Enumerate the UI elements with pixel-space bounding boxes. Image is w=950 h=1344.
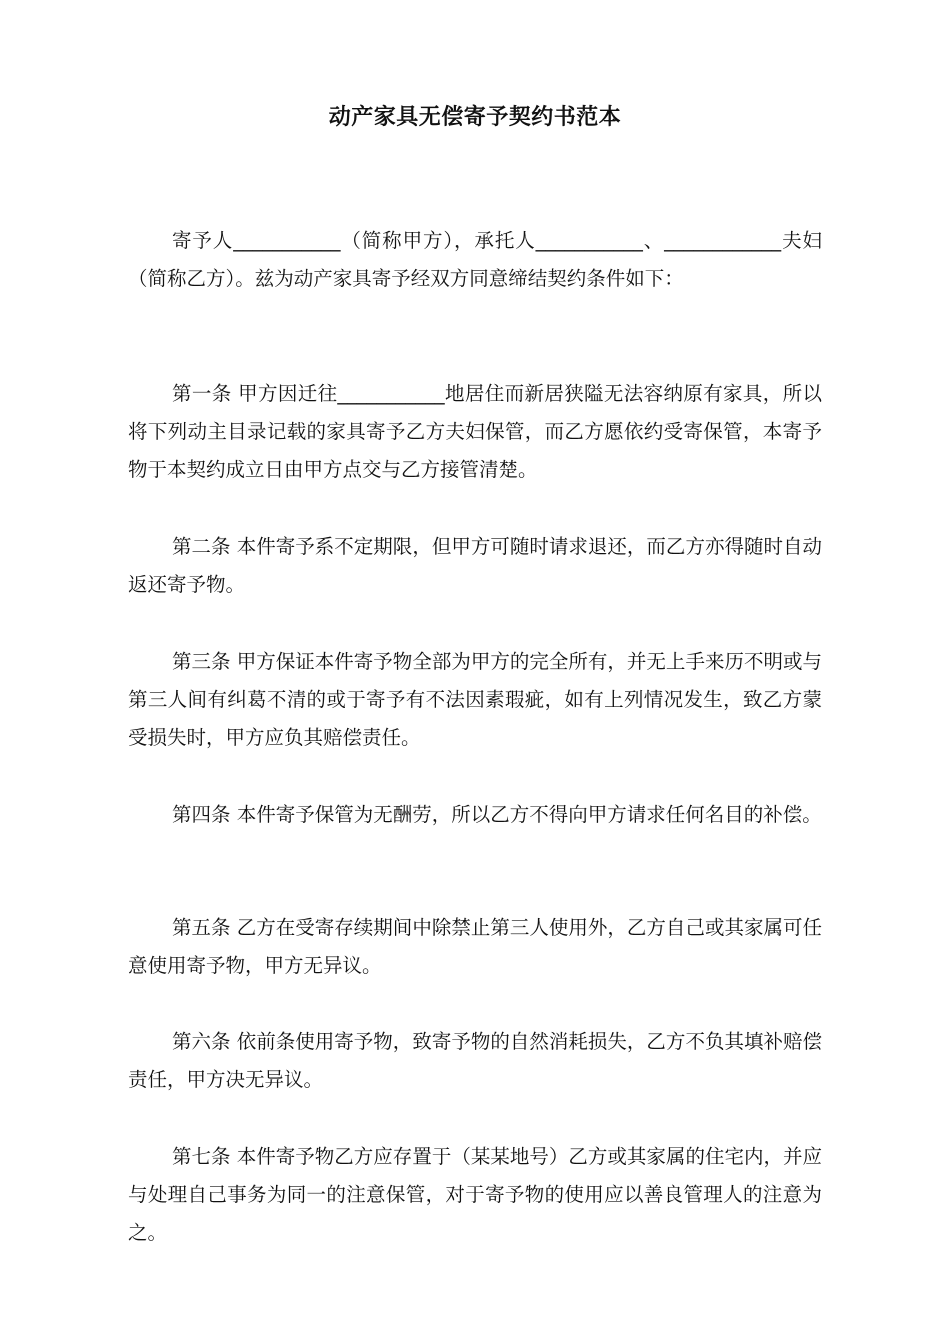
article-6: 第六条 依前条使用寄予物，致寄予物的自然消耗损失，乙方不负其填补赔偿责任，甲方决无异议。 — [128, 1030, 822, 1091]
document-title: 动产家具无偿寄予契约书范本 — [328, 105, 622, 130]
article-1: 第一条 甲方因迁往___________地居住而新居狭隘无法容纳原有家具，所以将下列动主目录记载的家具寄予乙方夫妇保管，而乙方愿依约受寄保管，本寄予物于本契约成立日由甲方点交与乙方接管清楚。 — [128, 382, 822, 481]
article-3: 第三条 甲方保证本件寄予物全部为甲方的完全所有，并无上手来历不明或与第三人间有纠葛不清的或于寄予有不法因素瑕疵，如有上列情况发生，致乙方蒙受损失时，甲方应负其赔偿责任。 — [128, 650, 822, 749]
article-4: 第四条 本件寄予保管为无酬劳，所以乙方不得向甲方请求任何名目的补偿。 — [172, 803, 822, 826]
article-5: 第五条 乙方在受寄存续期间中除禁止第三人使用外，乙方自己或其家属可任意使用寄予物，甲方无异议。 — [128, 916, 822, 977]
intro-paragraph: 寄予人___________（简称甲方），承托人___________、____________夫妇（简称乙方）。兹为动产家具寄予经双方同意缔结契约条件如下： — [128, 229, 822, 290]
article-7: 第七条 本件寄予物乙方应存置于（某某地号）乙方或其家属的住宅内，并应与处理自己事务为同一的注意保管，对于寄予物的使用应以善良管理人的注意为之。 — [128, 1145, 822, 1244]
article-2: 第二条 本件寄予系不定期限，但甲方可随时请求退还，而乙方亦得随时自动返还寄予物。 — [128, 535, 822, 596]
